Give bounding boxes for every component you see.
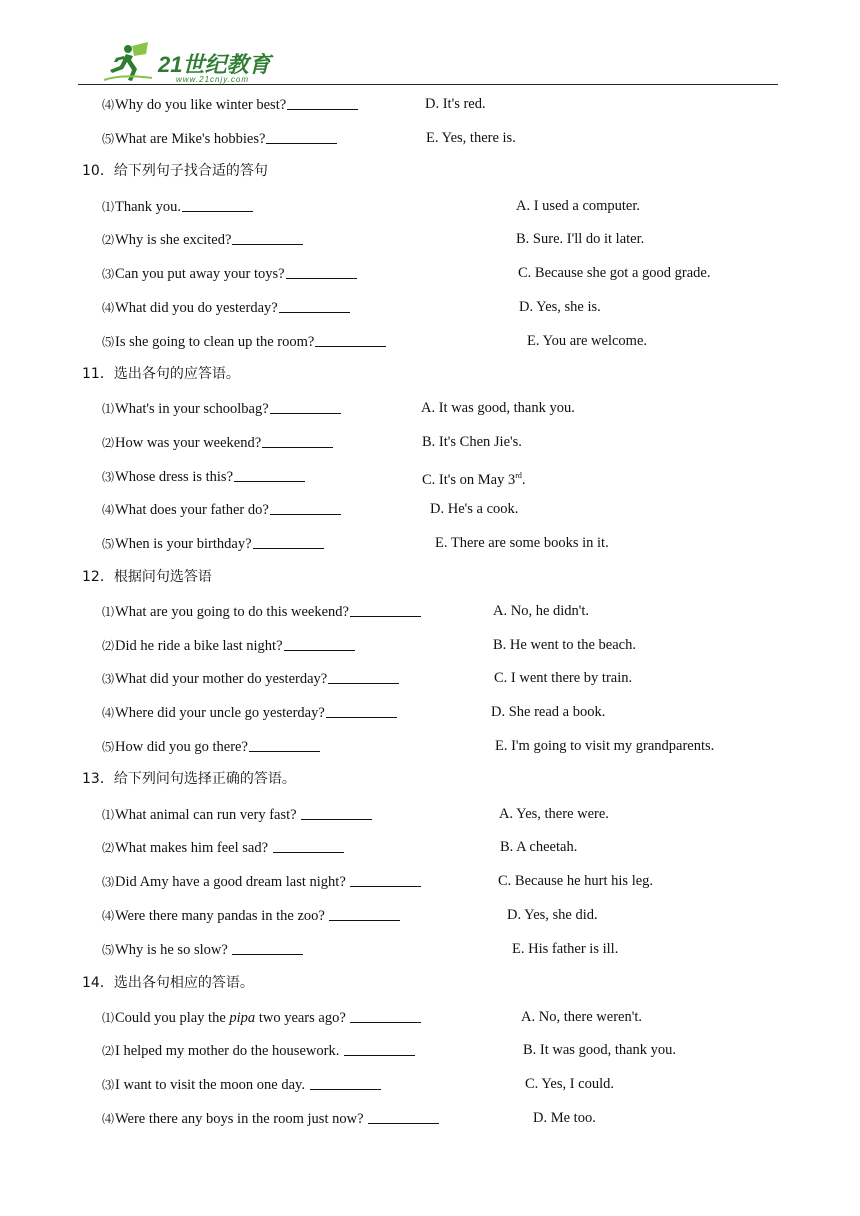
section-heading: 13．给下列问句选择正确的答语。 bbox=[82, 771, 296, 787]
answer-option bbox=[430, 500, 518, 518]
answer-blank[interactable] bbox=[310, 1075, 381, 1090]
question-text: Were there any boys in the room just now? bbox=[115, 1111, 368, 1127]
answer-option-text: C. Yes, I could. bbox=[525, 1076, 615, 1092]
question-number: ⑸ bbox=[102, 132, 115, 146]
answer-option-text: C. Because he hurt his leg. bbox=[498, 873, 654, 889]
question-item bbox=[102, 433, 333, 452]
answer-blank[interactable] bbox=[350, 1008, 421, 1023]
answer-blank[interactable] bbox=[315, 332, 386, 347]
question-text: Did he ride a bike last night? bbox=[115, 638, 283, 654]
question-text: How was your weekend? bbox=[115, 435, 262, 451]
question-text: Can you put away your toys? bbox=[115, 266, 285, 282]
answer-option bbox=[425, 95, 486, 113]
answer-blank[interactable] bbox=[234, 467, 305, 482]
answer-option-text: E. Yes, there is. bbox=[426, 130, 516, 146]
answer-option-text: A. Yes, there were. bbox=[499, 806, 609, 822]
answer-option-text: C. Because she got a good grade. bbox=[518, 265, 711, 281]
question-number: ⑵ bbox=[102, 1044, 115, 1058]
answer-option-text: A. It was good, thank you. bbox=[421, 400, 575, 416]
question-text: I want to visit the moon one day. bbox=[115, 1077, 309, 1093]
question-text: What did you do yesterday? bbox=[115, 300, 278, 316]
answer-option-text: E. There are some books in it. bbox=[435, 535, 609, 551]
answer-option-text: D. She read a book. bbox=[491, 704, 606, 720]
answer-option-text: D. Yes, she did. bbox=[507, 907, 598, 923]
question-number: ⑷ bbox=[102, 98, 115, 112]
question-item bbox=[102, 197, 253, 216]
question-number: ⑸ bbox=[102, 943, 115, 957]
answer-option bbox=[523, 1041, 676, 1059]
answer-option bbox=[426, 129, 516, 147]
question-number: ⑸ bbox=[102, 537, 115, 551]
answer-blank[interactable] bbox=[284, 636, 355, 651]
question-item bbox=[102, 940, 303, 959]
question-text: Did Amy have a good dream last night? bbox=[115, 874, 350, 890]
question-item bbox=[102, 838, 344, 857]
question-text: I helped my mother do the housework. bbox=[115, 1043, 343, 1059]
question-number: ⑶ bbox=[102, 875, 115, 889]
question-item bbox=[102, 1075, 381, 1094]
answer-option-text: A. I used a computer. bbox=[516, 198, 641, 214]
answer-option bbox=[518, 264, 710, 282]
answer-blank[interactable] bbox=[329, 906, 400, 921]
answer-blank[interactable] bbox=[270, 399, 341, 414]
answer-blank[interactable] bbox=[350, 602, 421, 617]
question-item bbox=[102, 737, 320, 756]
question-item bbox=[102, 534, 324, 553]
answer-option bbox=[499, 805, 609, 823]
answer-option-text: C. I went there by train. bbox=[494, 670, 633, 686]
answer-option-text: A. No, there weren't. bbox=[521, 1009, 642, 1025]
answer-option-text: D. He's a cook. bbox=[430, 501, 519, 517]
question-number: ⑴ bbox=[102, 402, 115, 416]
question-item bbox=[102, 332, 386, 351]
answer-option-text: B. It's Chen Jie's. bbox=[422, 434, 522, 450]
question-text: What does your father do? bbox=[115, 502, 269, 518]
question-text: Thank you. bbox=[115, 199, 182, 215]
answer-blank[interactable] bbox=[273, 838, 344, 853]
answer-blank[interactable] bbox=[182, 197, 253, 212]
answer-blank[interactable] bbox=[270, 500, 341, 515]
brand-url: www.21cnjy.com bbox=[176, 75, 249, 84]
question-number: ⑵ bbox=[102, 841, 115, 855]
question-text: Why do you like winter best? bbox=[115, 97, 287, 113]
question-item bbox=[102, 467, 305, 486]
answer-option-text: E. You are welcome. bbox=[527, 333, 648, 349]
answer-option bbox=[493, 602, 589, 620]
answer-blank[interactable] bbox=[368, 1109, 439, 1124]
question-item bbox=[102, 669, 399, 688]
question-item bbox=[102, 1008, 421, 1027]
question-number: ⑷ bbox=[102, 503, 115, 517]
section-heading: 12．根据问句选答语 bbox=[82, 569, 212, 585]
answer-option bbox=[527, 332, 647, 350]
question-text: Could you play the bbox=[115, 1010, 230, 1026]
question-text: Is she going to clean up the room? bbox=[115, 334, 315, 350]
answer-option bbox=[512, 940, 618, 958]
answer-blank[interactable] bbox=[253, 534, 324, 549]
answer-blank[interactable] bbox=[232, 940, 303, 955]
question-number: ⑸ bbox=[102, 740, 115, 754]
question-number: ⑷ bbox=[102, 1112, 115, 1126]
answer-option bbox=[422, 433, 522, 451]
question-item bbox=[102, 703, 397, 722]
answer-option bbox=[498, 872, 653, 890]
section-heading: 14．选出各句相应的答语。 bbox=[82, 975, 254, 991]
answer-blank[interactable] bbox=[326, 703, 397, 718]
answer-blank[interactable] bbox=[279, 298, 350, 313]
answer-option-text: B. Sure. I'll do it later. bbox=[516, 231, 645, 247]
question-item bbox=[102, 500, 341, 519]
answer-option-text: B. A cheetah. bbox=[500, 839, 578, 855]
question-number: ⑷ bbox=[102, 706, 115, 720]
question-number: ⑸ bbox=[102, 335, 115, 349]
question-text: What animal can run very fast? bbox=[115, 807, 301, 823]
question-item bbox=[102, 264, 357, 283]
question-text-italic: pipa bbox=[229, 1010, 256, 1026]
answer-option-tail: . bbox=[521, 471, 526, 488]
question-text: What are you going to do this weekend? bbox=[115, 604, 349, 620]
question-number: ⑴ bbox=[102, 1011, 115, 1025]
answer-option bbox=[495, 737, 714, 755]
question-item bbox=[102, 95, 358, 114]
question-item bbox=[102, 1041, 415, 1060]
answer-blank[interactable] bbox=[262, 433, 333, 448]
question-number: ⑷ bbox=[102, 301, 115, 315]
question-text: Whose dress is this? bbox=[115, 469, 234, 485]
question-item bbox=[102, 1109, 439, 1128]
answer-blank[interactable] bbox=[287, 95, 358, 110]
answer-blank[interactable] bbox=[232, 230, 303, 245]
answer-option-text: A. No, he didn't. bbox=[493, 603, 590, 619]
answer-option bbox=[493, 636, 636, 654]
answer-option bbox=[422, 467, 526, 489]
answer-option bbox=[533, 1109, 596, 1127]
answer-superscript: rd bbox=[515, 471, 522, 480]
answer-option bbox=[521, 1008, 642, 1026]
question-number: ⑶ bbox=[102, 470, 115, 484]
question-text: Where did your uncle go yesterday? bbox=[115, 705, 325, 721]
question-number: ⑶ bbox=[102, 1078, 115, 1092]
answer-option bbox=[435, 534, 609, 552]
answer-option-text: B. It was good, thank you. bbox=[523, 1042, 677, 1058]
answer-option bbox=[516, 230, 644, 248]
question-text: How did you go there? bbox=[115, 739, 248, 755]
question-text-tail: two years ago? bbox=[255, 1010, 350, 1026]
question-item bbox=[102, 906, 400, 925]
question-number: ⑶ bbox=[102, 672, 115, 686]
question-item bbox=[102, 129, 337, 148]
answer-option-text: C. It's on May 3 bbox=[422, 471, 516, 488]
answer-option bbox=[519, 298, 601, 316]
question-text: Why is he so slow? bbox=[115, 942, 232, 958]
answer-option bbox=[421, 399, 575, 417]
question-text: When is your birthday? bbox=[115, 536, 252, 552]
question-number: ⑵ bbox=[102, 639, 115, 653]
answer-option bbox=[516, 197, 640, 215]
question-text: Were there many pandas in the zoo? bbox=[115, 908, 329, 924]
answer-option-text: B. He went to the beach. bbox=[493, 637, 636, 653]
section-heading: 11．选出各句的应答语。 bbox=[82, 366, 240, 382]
question-item bbox=[102, 602, 421, 621]
answer-option-text: D. It's red. bbox=[425, 96, 486, 112]
answer-option-text: E. His father is ill. bbox=[512, 941, 619, 957]
question-item bbox=[102, 636, 355, 655]
answer-blank[interactable] bbox=[266, 129, 337, 144]
answer-option bbox=[525, 1075, 614, 1093]
question-number: ⑵ bbox=[102, 233, 115, 247]
answer-blank[interactable] bbox=[350, 872, 421, 887]
answer-option-text: E. I'm going to visit my grandparents. bbox=[495, 738, 715, 754]
answer-option-text: D. Yes, she is. bbox=[519, 299, 601, 315]
question-item bbox=[102, 872, 421, 891]
question-number: ⑶ bbox=[102, 267, 115, 281]
answer-option bbox=[507, 906, 598, 924]
question-item bbox=[102, 230, 303, 249]
question-text: What did your mother do yesterday? bbox=[115, 671, 328, 687]
brand-name: 21世纪教育 bbox=[158, 52, 271, 77]
question-number: ⑴ bbox=[102, 200, 115, 214]
answer-option bbox=[500, 838, 577, 856]
answer-option bbox=[491, 703, 605, 721]
answer-option-text: D. Me too. bbox=[533, 1110, 596, 1126]
answer-blank[interactable] bbox=[286, 264, 357, 279]
section-heading: 10．给下列句子找合适的答句 bbox=[82, 163, 268, 179]
question-number: ⑴ bbox=[102, 605, 115, 619]
question-text: What's in your schoolbag? bbox=[115, 401, 269, 417]
question-number: ⑵ bbox=[102, 436, 115, 450]
answer-option bbox=[494, 669, 632, 687]
answer-blank[interactable] bbox=[328, 669, 399, 684]
answer-blank[interactable] bbox=[301, 805, 372, 820]
question-text: What makes him feel sad? bbox=[115, 840, 272, 856]
answer-blank[interactable] bbox=[249, 737, 320, 752]
question-text: What are Mike's hobbies? bbox=[115, 131, 266, 147]
question-text: Why is she excited? bbox=[115, 232, 232, 248]
question-number: ⑷ bbox=[102, 909, 115, 923]
question-item bbox=[102, 298, 350, 317]
answer-blank[interactable] bbox=[344, 1041, 415, 1056]
question-item bbox=[102, 805, 372, 824]
question-item bbox=[102, 399, 341, 418]
question-number: ⑴ bbox=[102, 808, 115, 822]
